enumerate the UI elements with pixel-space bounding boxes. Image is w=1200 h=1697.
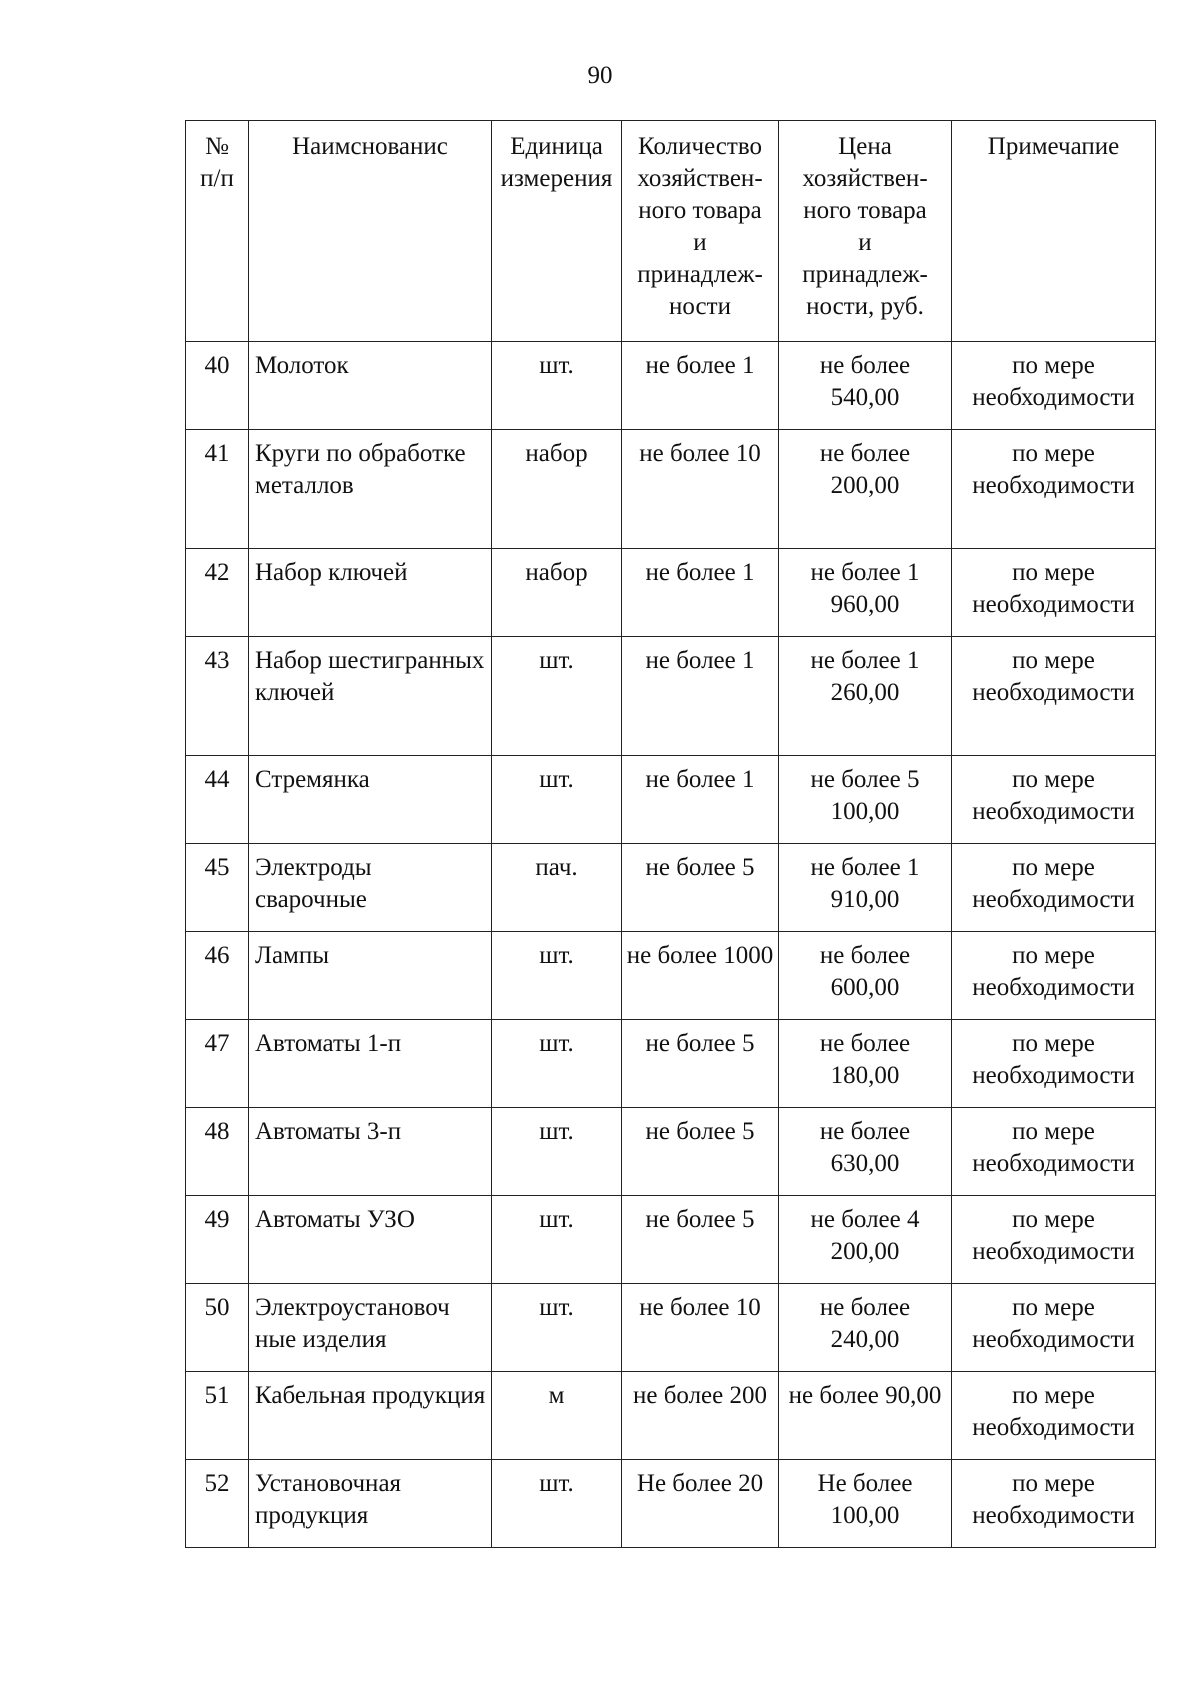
cell-note: по мере необходимости <box>952 1020 1156 1108</box>
header-price-line: принадлеж- <box>802 261 928 288</box>
cell-qty: не более 5 <box>622 844 779 932</box>
cell-unit: шт. <box>492 756 622 844</box>
cell-name: Автоматы 3-п <box>249 1108 492 1196</box>
header-qty-line: и <box>693 229 707 256</box>
cell-note: по мере необходимости <box>952 932 1156 1020</box>
cell-qty: не более 1 <box>622 637 779 756</box>
header-unit-line: измерения <box>500 165 613 192</box>
header-qty-line: принадлеж- <box>637 261 763 288</box>
table-row <box>186 1196 1156 1284</box>
cell-price: не более 240,00 <box>779 1284 952 1372</box>
cell-note: по мере необходимости <box>952 1108 1156 1196</box>
cell-qty: не более 10 <box>622 430 779 549</box>
cell-num: 50 <box>186 1284 249 1372</box>
cell-note: по мере необходимости <box>952 549 1156 637</box>
header-price-line: ного товара <box>803 197 927 224</box>
cell-note: по мере необходимости <box>952 756 1156 844</box>
cell-name: Лампы <box>249 932 492 1020</box>
table-row <box>186 932 1156 1020</box>
cell-price: Не более 100,00 <box>779 1460 952 1548</box>
cell-note: по мере необходимости <box>952 342 1156 430</box>
header-num-line: п/п <box>200 165 234 192</box>
cell-num: 46 <box>186 932 249 1020</box>
cell-qty: не более 1 <box>622 342 779 430</box>
cell-qty: Не более 20 <box>622 1460 779 1548</box>
header-price-line: и <box>858 229 872 256</box>
cell-name: Установочная продукция <box>249 1460 492 1548</box>
cell-unit: шт. <box>492 1460 622 1548</box>
table-row <box>186 1108 1156 1196</box>
cell-note: по мере необходимости <box>952 637 1156 756</box>
cell-price: не более 600,00 <box>779 932 952 1020</box>
cell-num: 41 <box>186 430 249 549</box>
cell-note: по мере необходимости <box>952 1460 1156 1548</box>
header-price <box>779 121 952 342</box>
header-price-line: Цена <box>838 133 892 160</box>
cell-name: Набор шестигранных ключей <box>249 637 492 756</box>
cell-price: не более 1 910,00 <box>779 844 952 932</box>
cell-note: по мере необходимости <box>952 844 1156 932</box>
cell-qty: не более 200 <box>622 1372 779 1460</box>
cell-name: Молоток <box>249 342 492 430</box>
table-row <box>186 1284 1156 1372</box>
cell-unit: шт. <box>492 637 622 756</box>
cell-price: не более 630,00 <box>779 1108 952 1196</box>
cell-unit: м <box>492 1372 622 1460</box>
cell-price: не более 90,00 <box>779 1372 952 1460</box>
cell-num: 49 <box>186 1196 249 1284</box>
header-price-line: хозяйствен- <box>802 165 928 192</box>
header-qty-line: Количество <box>638 133 762 160</box>
cell-qty: не более 1 <box>622 756 779 844</box>
items-table <box>185 120 1156 1548</box>
cell-qty: не более 10 <box>622 1284 779 1372</box>
cell-name: Кабельная продукция <box>249 1372 492 1460</box>
cell-unit: шт. <box>492 1020 622 1108</box>
cell-price: не более 200,00 <box>779 430 952 549</box>
cell-unit: набор <box>492 549 622 637</box>
cell-name: Автоматы УЗО <box>249 1196 492 1284</box>
cell-unit: шт. <box>492 1196 622 1284</box>
header-name <box>249 121 492 342</box>
cell-name: Электроустановоч ные изделия <box>249 1284 492 1372</box>
cell-unit: шт. <box>492 342 622 430</box>
table-row <box>186 1020 1156 1108</box>
cell-name: Стремянка <box>249 756 492 844</box>
cell-num: 51 <box>186 1372 249 1460</box>
cell-unit: шт. <box>492 1108 622 1196</box>
cell-price: не более 1 260,00 <box>779 637 952 756</box>
cell-num: 45 <box>186 844 249 932</box>
cell-note: по мере необходимости <box>952 1284 1156 1372</box>
cell-price: не более 5 100,00 <box>779 756 952 844</box>
cell-unit: шт. <box>492 932 622 1020</box>
cell-qty: не более 1000 <box>622 932 779 1020</box>
header-unit-line: Единица <box>510 133 603 160</box>
table-row <box>186 637 1156 756</box>
cell-unit: набор <box>492 430 622 549</box>
cell-note: по мере необходимости <box>952 1196 1156 1284</box>
table-row <box>186 430 1156 549</box>
table-row <box>186 1372 1156 1460</box>
header-qty-line: ного товара <box>638 197 762 224</box>
header-unit <box>492 121 622 342</box>
table-header-row <box>186 121 1156 342</box>
cell-num: 47 <box>186 1020 249 1108</box>
header-num-line: № <box>205 133 229 160</box>
cell-qty: не более 5 <box>622 1196 779 1284</box>
cell-num: 52 <box>186 1460 249 1548</box>
cell-name: Круги по обработке металлов <box>249 430 492 549</box>
cell-num: 40 <box>186 342 249 430</box>
header-name-line: Наимснованис <box>292 133 448 160</box>
cell-num: 44 <box>186 756 249 844</box>
cell-price: не более 4 200,00 <box>779 1196 952 1284</box>
header-qty <box>622 121 779 342</box>
header-qty-line: хозяйствен- <box>637 165 763 192</box>
header-note-line: Примечапие <box>987 133 1120 160</box>
cell-qty: не более 5 <box>622 1020 779 1108</box>
table-row <box>186 756 1156 844</box>
cell-num: 43 <box>186 637 249 756</box>
header-note <box>952 121 1156 342</box>
cell-unit: пач. <box>492 844 622 932</box>
cell-num: 42 <box>186 549 249 637</box>
cell-unit: шт. <box>492 1284 622 1372</box>
cell-price: не более 180,00 <box>779 1020 952 1108</box>
table-row <box>186 844 1156 932</box>
page-number: 90 <box>587 62 613 89</box>
header-qty-line: ности <box>669 293 731 320</box>
cell-name: Автоматы 1-п <box>249 1020 492 1108</box>
header-price-line: ности, руб. <box>806 293 924 320</box>
cell-price: не более 1 960,00 <box>779 549 952 637</box>
cell-qty: не более 5 <box>622 1108 779 1196</box>
table-row <box>186 342 1156 430</box>
header-num <box>186 121 249 342</box>
table-row <box>186 1460 1156 1548</box>
cell-note: по мере необходимости <box>952 1372 1156 1460</box>
cell-num: 48 <box>186 1108 249 1196</box>
cell-qty: не более 1 <box>622 549 779 637</box>
table-row <box>186 549 1156 637</box>
cell-name: Электроды сварочные <box>249 844 492 932</box>
cell-note: по мере необходимости <box>952 430 1156 549</box>
cell-name: Набор ключей <box>249 549 492 637</box>
cell-price: не более 540,00 <box>779 342 952 430</box>
